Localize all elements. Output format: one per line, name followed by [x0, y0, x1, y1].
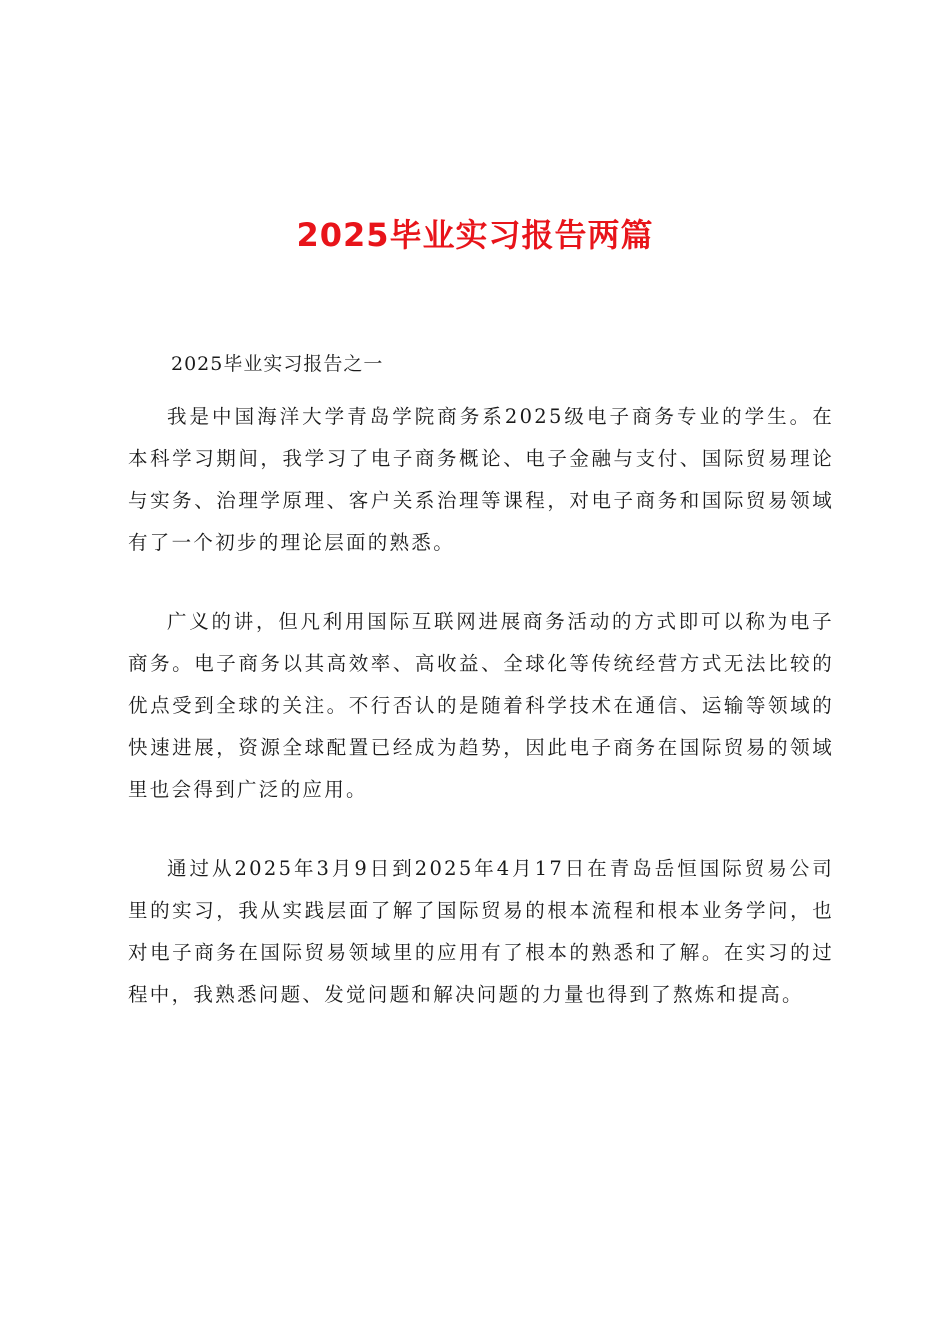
section-subtitle: 2025毕业实习报告之一 — [171, 353, 384, 375]
document-title: 2025毕业实习报告两篇 — [296, 216, 654, 254]
paragraph-2: 广义的讲，但凡利用国际互联网进展商务活动的方式即可以称为电子商务。电子商务以其高效率、高收益、全球化等传统经营方式无法比较的优点受到全球的关注。不行否认的是随着科学技术在通信、运输等领域的快速进展，资源全球配置已经成为趋势，因此电子商务在国际贸易的领域里也会得到广泛的应用。 — [128, 610, 834, 801]
paragraph-1: 我是中国海洋大学青岛学院商务系2025级电子商务专业的学生。在本科学习期间，我学习了电子商务概论、电子金融与支付、国际贸易理论与实务、治理学原理、客户关系治理等课程，对电子商务和国际贸易领域有了一个初步的理论层面的熟悉。 — [128, 405, 834, 554]
paragraph-3: 通过从2025年3月9日到2025年4月17日在青岛岳恒国际贸易公司里的实习，我从实践层面了解了国际贸易的根本流程和根本业务学问，也对电子商务在国际贸易领域里的应用有了根本的熟悉和了解。在实习的过程中，我熟悉问题、发觉问题和解决问题的力量也得到了熬炼和提高。 — [128, 857, 834, 1006]
